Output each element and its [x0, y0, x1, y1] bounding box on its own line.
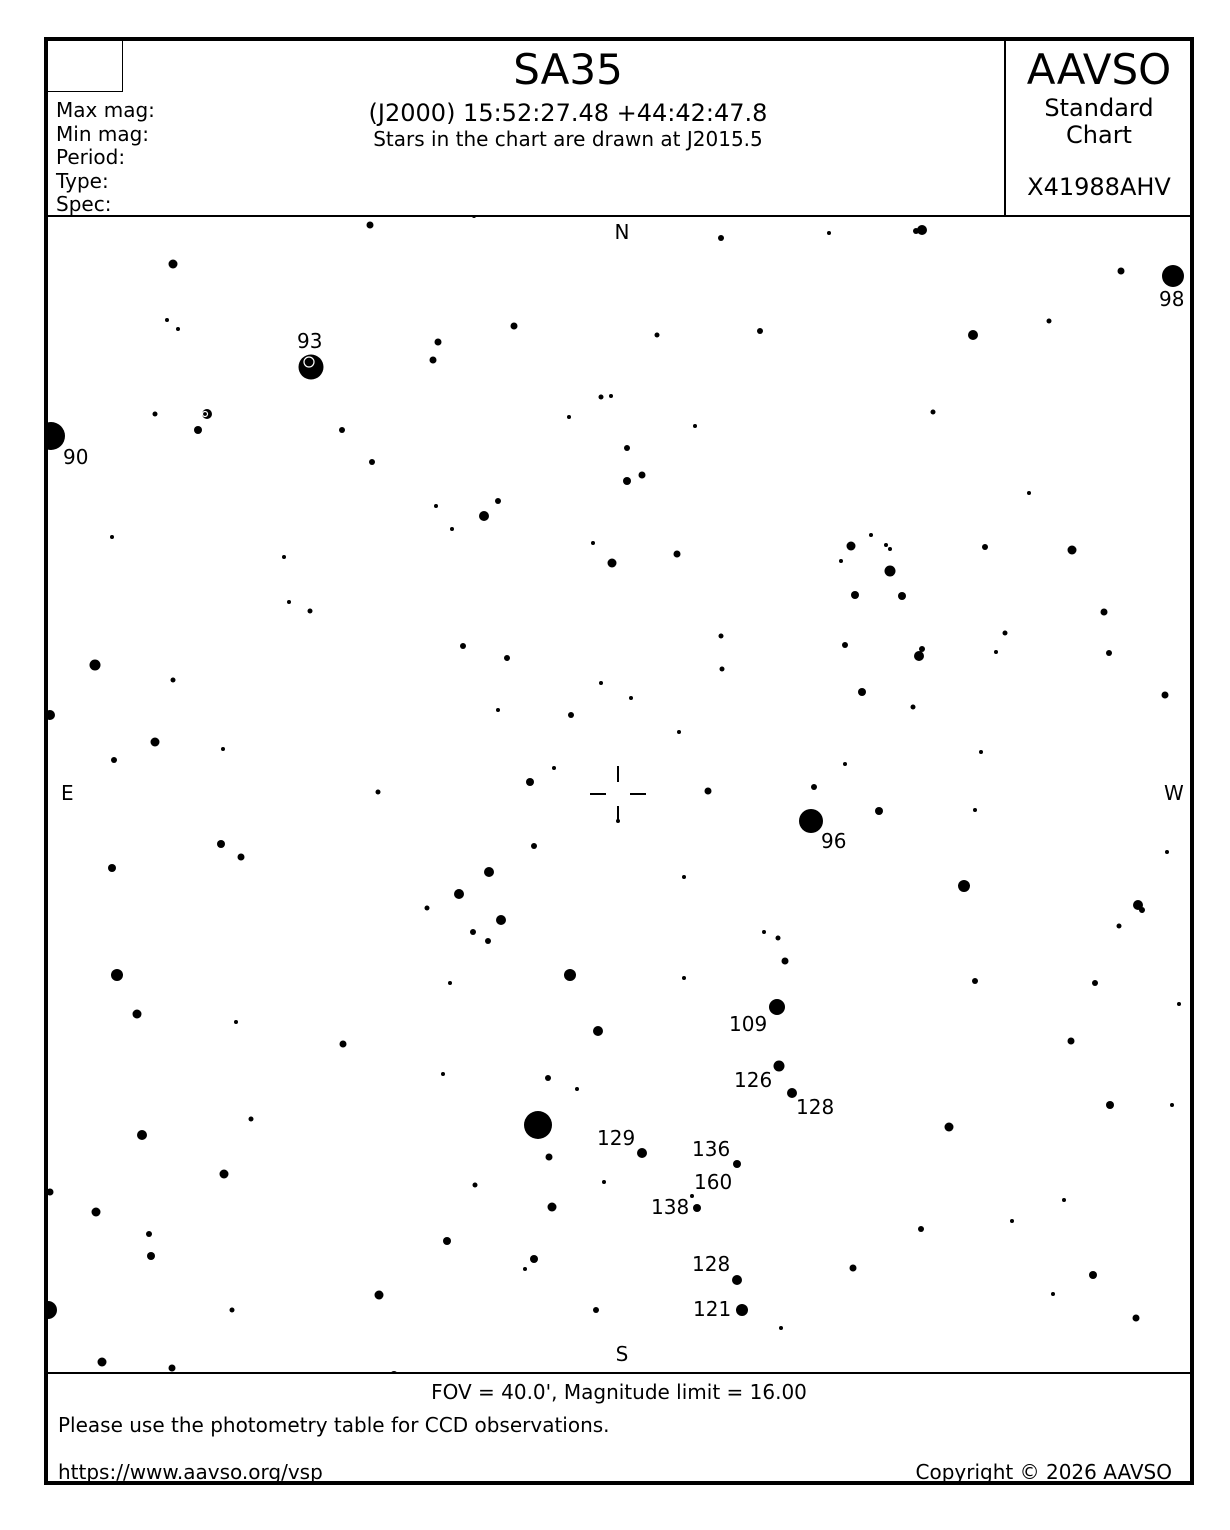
- corner-box: [48, 41, 123, 92]
- star-75: [1003, 631, 1008, 636]
- star-148: [530, 1255, 538, 1263]
- direction-west: W: [1164, 781, 1184, 805]
- star-116: [782, 958, 789, 965]
- star-160: [230, 1308, 235, 1313]
- chart-kind-line2: Chart: [1066, 121, 1132, 149]
- chart-info-block: [1004, 41, 1192, 215]
- comparison-label-138: 138: [651, 1195, 690, 1219]
- star-112: [564, 969, 576, 981]
- star-79: [1162, 692, 1169, 699]
- star-102: [958, 880, 970, 892]
- star-6: [917, 225, 927, 235]
- star-54: [1068, 546, 1077, 555]
- star-82: [376, 790, 381, 795]
- star-132: [249, 1117, 254, 1122]
- star-89: [875, 807, 883, 815]
- star-128: [524, 1111, 552, 1139]
- star-64: [568, 712, 574, 718]
- star-4: [827, 231, 831, 235]
- star-47: [888, 547, 892, 551]
- star-120: [1092, 980, 1098, 986]
- star-146: [693, 1204, 701, 1212]
- star-163: [48, 1301, 57, 1319]
- star-135: [1106, 1101, 1114, 1109]
- star-68: [719, 634, 724, 639]
- star-49: [885, 566, 896, 577]
- star-165: [169, 1365, 176, 1372]
- star-154: [918, 1226, 924, 1232]
- star-42: [608, 559, 617, 568]
- star-83: [526, 778, 534, 786]
- star-71: [858, 688, 866, 696]
- min-mag-label: Min mag:: [56, 121, 150, 146]
- star-33: [110, 535, 114, 539]
- comparison-label-96: 96: [821, 829, 847, 853]
- star-88: [799, 809, 823, 833]
- star-15: [655, 333, 660, 338]
- star-67: [677, 730, 681, 734]
- chart-kind: [1006, 95, 1192, 149]
- copyright: Copyright © 2026 AAVSO: [915, 1460, 1172, 1484]
- star-78: [1106, 650, 1112, 656]
- star-95: [484, 867, 494, 877]
- title-block: [128, 45, 1008, 151]
- epoch-note: Stars in the chart are drawn at J2015.5: [373, 127, 763, 151]
- star-90: [973, 808, 977, 812]
- star-136: [1170, 1103, 1174, 1107]
- center-crosshair: [590, 766, 646, 822]
- comparison-label-93: 93: [297, 329, 323, 353]
- star-1: [472, 215, 476, 218]
- chart-title: SA35: [513, 45, 623, 94]
- star-0: [367, 222, 374, 229]
- star-133: [137, 1130, 147, 1140]
- star-25: [567, 415, 571, 419]
- star-129: [546, 1154, 553, 1161]
- star-99: [485, 938, 491, 944]
- star-72: [911, 705, 916, 710]
- star-103: [1165, 850, 1169, 854]
- org-name: AAVSO: [1026, 45, 1172, 94]
- star-19: [153, 412, 158, 417]
- star-157: [1089, 1271, 1097, 1279]
- star-122: [1068, 1038, 1075, 1045]
- star-144: [548, 1203, 557, 1212]
- star-28: [624, 445, 630, 451]
- star-96: [454, 889, 464, 899]
- star-153: [850, 1265, 857, 1272]
- star-34: [282, 555, 286, 559]
- star-131: [733, 1160, 741, 1168]
- star-18: [1047, 319, 1052, 324]
- star-74: [914, 651, 924, 661]
- star-56: [171, 678, 176, 683]
- star-151: [736, 1304, 748, 1316]
- star-126: [545, 1075, 551, 1081]
- comparison-label-160: 160: [694, 1170, 733, 1194]
- chart-frame: [44, 37, 1194, 1485]
- star-52: [982, 544, 988, 550]
- direction-north: N: [614, 220, 630, 244]
- star-87: [811, 784, 817, 790]
- star-106: [1117, 924, 1122, 929]
- star-94: [531, 843, 537, 849]
- star-101: [682, 875, 686, 879]
- star-2: [169, 260, 178, 269]
- star-111: [448, 981, 452, 985]
- chart-id: X41988AHV: [1027, 173, 1171, 201]
- period-label: Period:: [56, 145, 126, 169]
- star-138: [92, 1208, 101, 1217]
- star-93: [238, 854, 245, 861]
- type-label: Type:: [56, 168, 109, 193]
- star-161: [375, 1291, 384, 1300]
- star-108: [133, 1010, 142, 1019]
- star-66: [629, 696, 633, 700]
- chart-footer: [48, 1372, 1190, 1487]
- star-26: [599, 395, 604, 400]
- star-70: [842, 642, 848, 648]
- star-12: [435, 339, 442, 346]
- star-155: [1010, 1219, 1014, 1223]
- star-158: [1051, 1292, 1055, 1296]
- star-113: [593, 1026, 603, 1036]
- star-50: [851, 591, 859, 599]
- star-59: [151, 738, 160, 747]
- star-44: [847, 542, 856, 551]
- star-10: [176, 327, 180, 331]
- star-24: [369, 459, 375, 465]
- star-32: [931, 410, 936, 415]
- star-60: [221, 747, 225, 751]
- star-29: [639, 472, 646, 479]
- comparison-label-121: 121: [693, 1297, 732, 1321]
- star-43: [674, 551, 681, 558]
- star-105: [1139, 907, 1145, 913]
- comparison-label-128-upper: 128: [796, 1095, 835, 1119]
- star-53: [1027, 491, 1031, 495]
- star-109: [234, 1020, 238, 1024]
- star-27: [609, 394, 613, 398]
- star-110: [340, 1041, 347, 1048]
- star-field-map: [48, 215, 1190, 1372]
- star-84: [552, 766, 556, 770]
- star-130: [637, 1148, 647, 1158]
- star-37: [434, 504, 438, 508]
- star-55: [90, 660, 101, 671]
- star-45: [869, 533, 873, 537]
- star-149: [523, 1267, 527, 1271]
- fov-line: FOV = 40.0', Magnitude limit = 16.00: [431, 1380, 807, 1404]
- star-137: [48, 1189, 54, 1196]
- star-100: [425, 906, 430, 911]
- star-134: [945, 1123, 954, 1132]
- comparison-label-126: 126: [734, 1068, 773, 1092]
- star-152: [779, 1326, 783, 1330]
- chart-coordinates: (J2000) 15:52:27.48 +44:42:47.8: [368, 99, 768, 127]
- star-142: [473, 1183, 478, 1188]
- ccd-note: Please use the photometry table for CCD observations.: [58, 1413, 610, 1437]
- star-143: [602, 1180, 606, 1184]
- star-30: [623, 477, 631, 485]
- star-76: [994, 650, 998, 654]
- star-35: [287, 600, 291, 604]
- star-21: [194, 426, 202, 434]
- star-58: [111, 757, 117, 763]
- max-mag-label: Max mag:: [56, 98, 155, 122]
- star-92: [217, 840, 225, 848]
- star-97: [496, 915, 506, 925]
- chart-kind-line1: Standard: [1044, 94, 1154, 122]
- star-8: [1162, 265, 1184, 287]
- star-46: [884, 543, 888, 547]
- vsp-link[interactable]: https://www.aavso.org/vsp: [58, 1460, 323, 1484]
- star-81: [979, 750, 983, 754]
- star-69: [720, 667, 725, 672]
- star-57: [48, 710, 55, 720]
- star-17: [968, 330, 978, 340]
- star-139: [220, 1170, 229, 1179]
- star-123: [774, 1061, 785, 1072]
- star-61: [460, 643, 466, 649]
- star-80: [843, 762, 847, 766]
- star-7: [1118, 268, 1125, 275]
- comparison-label-109: 109: [729, 1012, 768, 1036]
- star-77: [1101, 609, 1108, 616]
- star-164: [98, 1358, 107, 1367]
- star-63: [496, 708, 500, 712]
- star-156: [1062, 1198, 1066, 1202]
- star-125: [441, 1072, 445, 1076]
- star-141: [147, 1252, 155, 1260]
- star-121: [1177, 1002, 1181, 1006]
- star-107: [111, 969, 123, 981]
- direction-east: E: [61, 781, 74, 805]
- star-65: [599, 681, 603, 685]
- comparison-label-128-lower: 128: [692, 1252, 731, 1276]
- star-23: [339, 427, 345, 433]
- star-150: [732, 1275, 742, 1285]
- star-147: [443, 1237, 451, 1245]
- star-16: [757, 328, 763, 334]
- star-140: [146, 1231, 152, 1237]
- star-31: [693, 424, 697, 428]
- star-145: [690, 1194, 694, 1198]
- star-41: [591, 541, 595, 545]
- star-9: [165, 318, 169, 322]
- direction-south: S: [615, 1342, 629, 1366]
- star-62: [504, 655, 510, 661]
- star-127: [575, 1087, 579, 1091]
- star-39: [495, 498, 501, 504]
- star-48: [839, 559, 843, 563]
- star-117: [769, 999, 785, 1015]
- star-98: [470, 929, 476, 935]
- star-115: [776, 936, 781, 941]
- star-13: [430, 357, 437, 364]
- star-91: [108, 864, 116, 872]
- star-36: [308, 609, 313, 614]
- comparison-label-129: 129: [597, 1126, 636, 1150]
- star-118: [682, 976, 686, 980]
- star-38: [450, 527, 454, 531]
- star-field: [48, 215, 1184, 1372]
- star-3: [718, 235, 724, 241]
- star-40: [479, 511, 489, 521]
- chart-header: [48, 41, 1190, 217]
- comparison-label-136: 136: [692, 1137, 731, 1161]
- star-119: [972, 978, 978, 984]
- comparison-label-90: 90: [63, 445, 89, 469]
- star-114: [762, 930, 766, 934]
- spec-label: Spec:: [56, 192, 112, 216]
- star-85: [705, 788, 712, 795]
- comparison-label-98: 98: [1159, 287, 1185, 311]
- star-162: [593, 1307, 599, 1313]
- star-51: [898, 592, 906, 600]
- star-14: [511, 323, 518, 330]
- star-159: [1133, 1315, 1140, 1322]
